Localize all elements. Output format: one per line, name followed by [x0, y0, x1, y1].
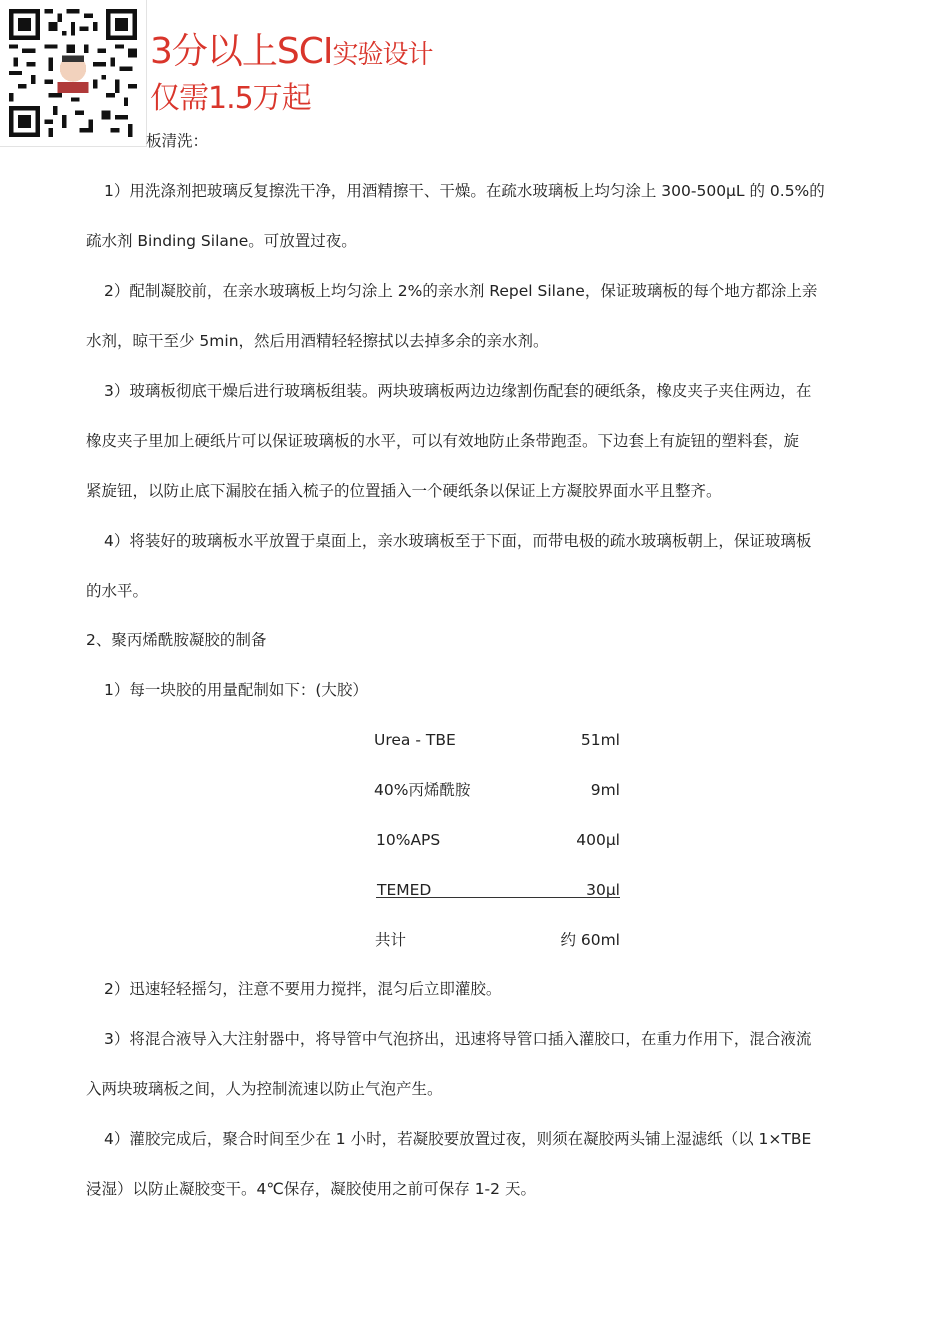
paragraph-line: 入两块玻璃板之间，人为控制流速以防止气泡产生。 [86, 1080, 443, 1098]
ad-line-1-main: 3分以上SCI [150, 31, 333, 72]
table-underline [376, 897, 620, 898]
section-1-heading: 板清洗： [146, 132, 209, 150]
paragraph-line: 橡皮夹子里加上硬纸片可以保证玻璃板的水平，可以有效地防止条带跑歪。下边套上有旋钮的塑料套，旋 [86, 432, 800, 450]
paragraph-line: 3）玻璃板彻底干燥后进行玻璃板组装。两块玻璃板两边边缘割伤配套的硬纸条，橡皮夹子夹住两边，在 [104, 382, 812, 400]
qr-code-icon [9, 9, 137, 137]
recipe-total-label: 共计 [375, 931, 407, 949]
paragraph-line: 2）配制凝胶前，在亲水玻璃板上均匀涂上 2%的亲水剂 Repel Silane，保证玻璃板的每个地方都涂上亲 [104, 282, 818, 300]
paragraph-line: 的水平。 [86, 582, 149, 600]
paragraph-line: 1）每一块胶的用量配制如下：(大胶） [104, 681, 368, 699]
paragraph-line: 3）将混合液导入大注射器中，将导管中气泡挤出，迅速将导管口插入灌胶口，在重力作用下，混合液流 [104, 1030, 812, 1048]
section-2-heading: 2、聚丙烯酰胺凝胶的制备 [86, 631, 267, 649]
recipe-item-amount: 51ml [580, 731, 620, 749]
paragraph-line: 4）灌胶完成后，聚合时间至少在 1 小时，若凝胶要放置过夜，则须在凝胶两头铺上湿滤纸（以 1×TBE [104, 1130, 812, 1148]
paragraph-line: 1）用洗涤剂把玻璃反复擦洗干净，用酒精擦干、干燥。在疏水玻璃板上均匀涂上 300-500μL 的 0.5%的 [104, 182, 825, 200]
advertisement-banner [150, 30, 433, 121]
ad-line-2: 仅需1.5万起 [150, 81, 311, 116]
recipe-item-name: TEMED [377, 881, 432, 899]
recipe-item-name: 40%丙烯酰胺 [374, 781, 471, 799]
recipe-item-name: 10%APS [376, 831, 441, 849]
paragraph-line: 浸湿）以防止凝胶变干。4℃保存，凝胶使用之前可保存 1-2 天。 [86, 1180, 536, 1198]
qr-code-panel [0, 0, 147, 147]
ad-line-1-suffix: 实验设计 [332, 40, 433, 70]
recipe-item-amount: 400μl [576, 831, 620, 849]
recipe-total-amount: 约 60ml [560, 931, 620, 949]
recipe-item-name: Urea - TBE [374, 731, 456, 749]
paragraph-line: 4）将装好的玻璃板水平放置于桌面上，亲水玻璃板至于下面，而带电极的疏水玻璃板朝上，保证玻璃板 [104, 532, 812, 550]
recipe-item-amount: 30μl [586, 881, 620, 899]
paragraph-line: 紧旋钮，以防止底下漏胶在插入梳子的位置插入一个硬纸条以保证上方凝胶界面水平且整齐。 [86, 482, 722, 500]
ad-line-1 [150, 30, 433, 77]
paragraph-line: 2）迅速轻轻摇匀，注意不要用力搅拌，混匀后立即灌胶。 [104, 980, 502, 998]
recipe-item-amount: 9ml [590, 781, 620, 799]
paragraph-line: 水剂，晾干至少 5min，然后用酒精轻轻擦拭以去掉多余的亲水剂。 [86, 332, 549, 350]
paragraph-line: 疏水剂 Binding Silane。可放置过夜。 [86, 232, 357, 250]
